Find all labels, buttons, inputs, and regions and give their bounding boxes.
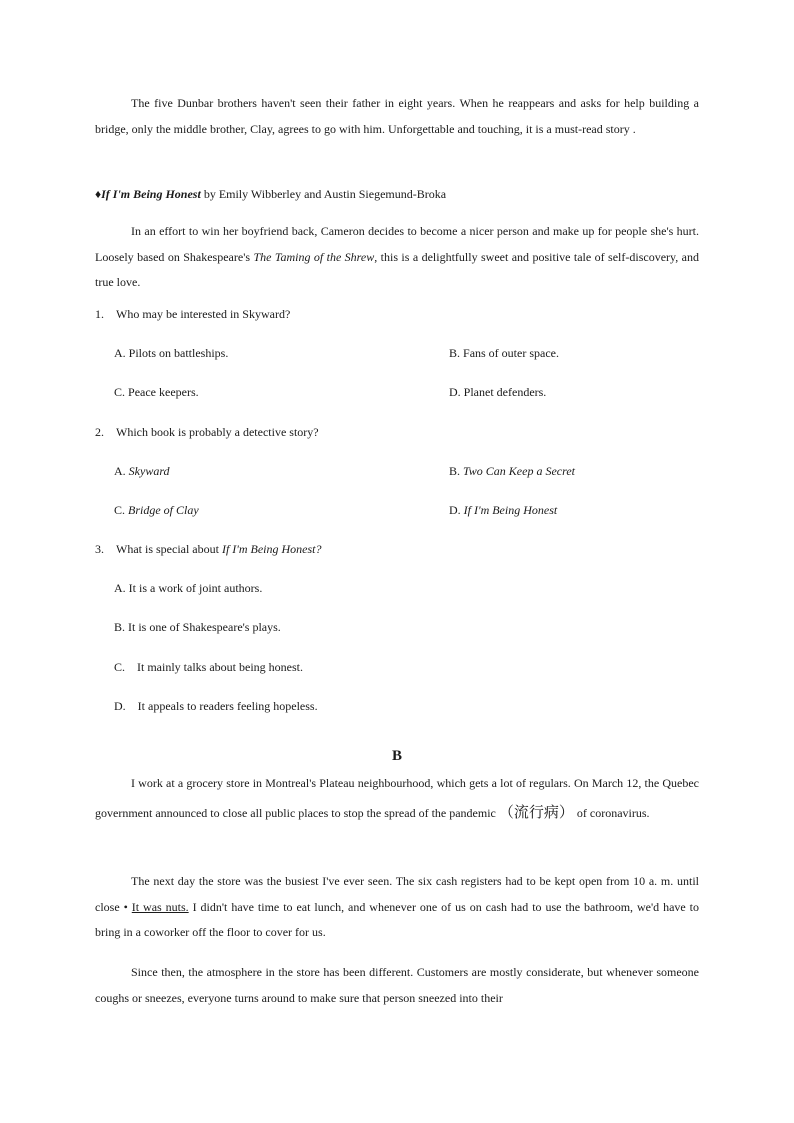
section-b-paragraph-2: The next day the store was the busiest I've ever seen. The six cash registers had to be kept open from 10 a. m. until close • It was nuts. I didn't have time to eat lunch, and whenever one of us on cash had to use the bathroom, we'd have to bring in a coworker off the floor to cover for us. — [95, 874, 700, 939]
question-3-option-a: A. It is a work of joint authors. — [114, 581, 263, 595]
underlined-phrase: It was nuts. — [131, 899, 189, 914]
question-3-option-c: C. It mainly talks about being honest. — [114, 660, 303, 674]
question-2-option-d: D. If I'm Being Honest — [449, 503, 558, 517]
question-1-option-a: A. Pilots on battleships. — [114, 346, 229, 360]
question-2-option-c: C. Bridge of Clay — [114, 503, 199, 517]
question-2: 2. Which book is probably a detective story? — [95, 425, 319, 439]
book-heading-if-im-being-honest — [95, 186, 446, 202]
question-1: 1. Who may be interested in Skyward? — [95, 307, 291, 321]
bullet-icon: ♦ — [95, 187, 102, 201]
section-b-heading: B — [391, 748, 402, 764]
question-1-option-b: B. Fans of outer space. — [449, 346, 559, 360]
bridge-of-clay-description: The five Dunbar brothers haven't seen their father in eight years. When he reappears and asks for help building a bridge, only the middle brother, Clay, agrees to go with him. Unforgettable and touching, it is a must-read story . — [95, 96, 699, 136]
section-b-paragraph-3: Since then, the atmosphere in the store has been different. Customers are mostly considerate, but whenever someone coughs or sneezes, everyone turns around to make sure that person sneezed into their — [95, 965, 699, 1005]
section-b-paragraph-1: I work at a grocery store in Montreal's Plateau neighbourhood, which gets a lot of regulars. On March 12, the Quebec government announced to close all public places to stop the spread of the pandemic （流行病） of coronavirus. — [95, 776, 699, 821]
question-3: 3. What is special about If I'm Being Honest? — [95, 542, 322, 556]
taming-of-the-shrew-title: The Taming of the Shrew — [253, 249, 375, 264]
book-byline: by Emily Wibberley and Austin Siegemund-Broka — [200, 187, 447, 201]
question-2-option-a: A. Skyward — [114, 464, 170, 478]
question-1-option-d: D. Planet defenders. — [449, 385, 547, 399]
if-im-being-honest-description: In an effort to win her boyfriend back, Cameron decides to become a nicer person and make up for people she's hurt. Loosely based on Shakespeare's The Taming of the Shrew, this is a delightfully sweet and positive tale of self-discovery, and true love. — [95, 224, 699, 289]
question-3-option-b: B. It is one of Shakespeare's plays. — [114, 620, 281, 634]
book-title: If I'm Being Honest — [101, 187, 201, 201]
question-3-option-d: D. It appeals to readers feeling hopeless. — [114, 699, 318, 713]
question-2-option-b: B. Two Can Keep a Secret — [449, 464, 575, 478]
question-1-option-c: C. Peace keepers. — [114, 385, 199, 399]
